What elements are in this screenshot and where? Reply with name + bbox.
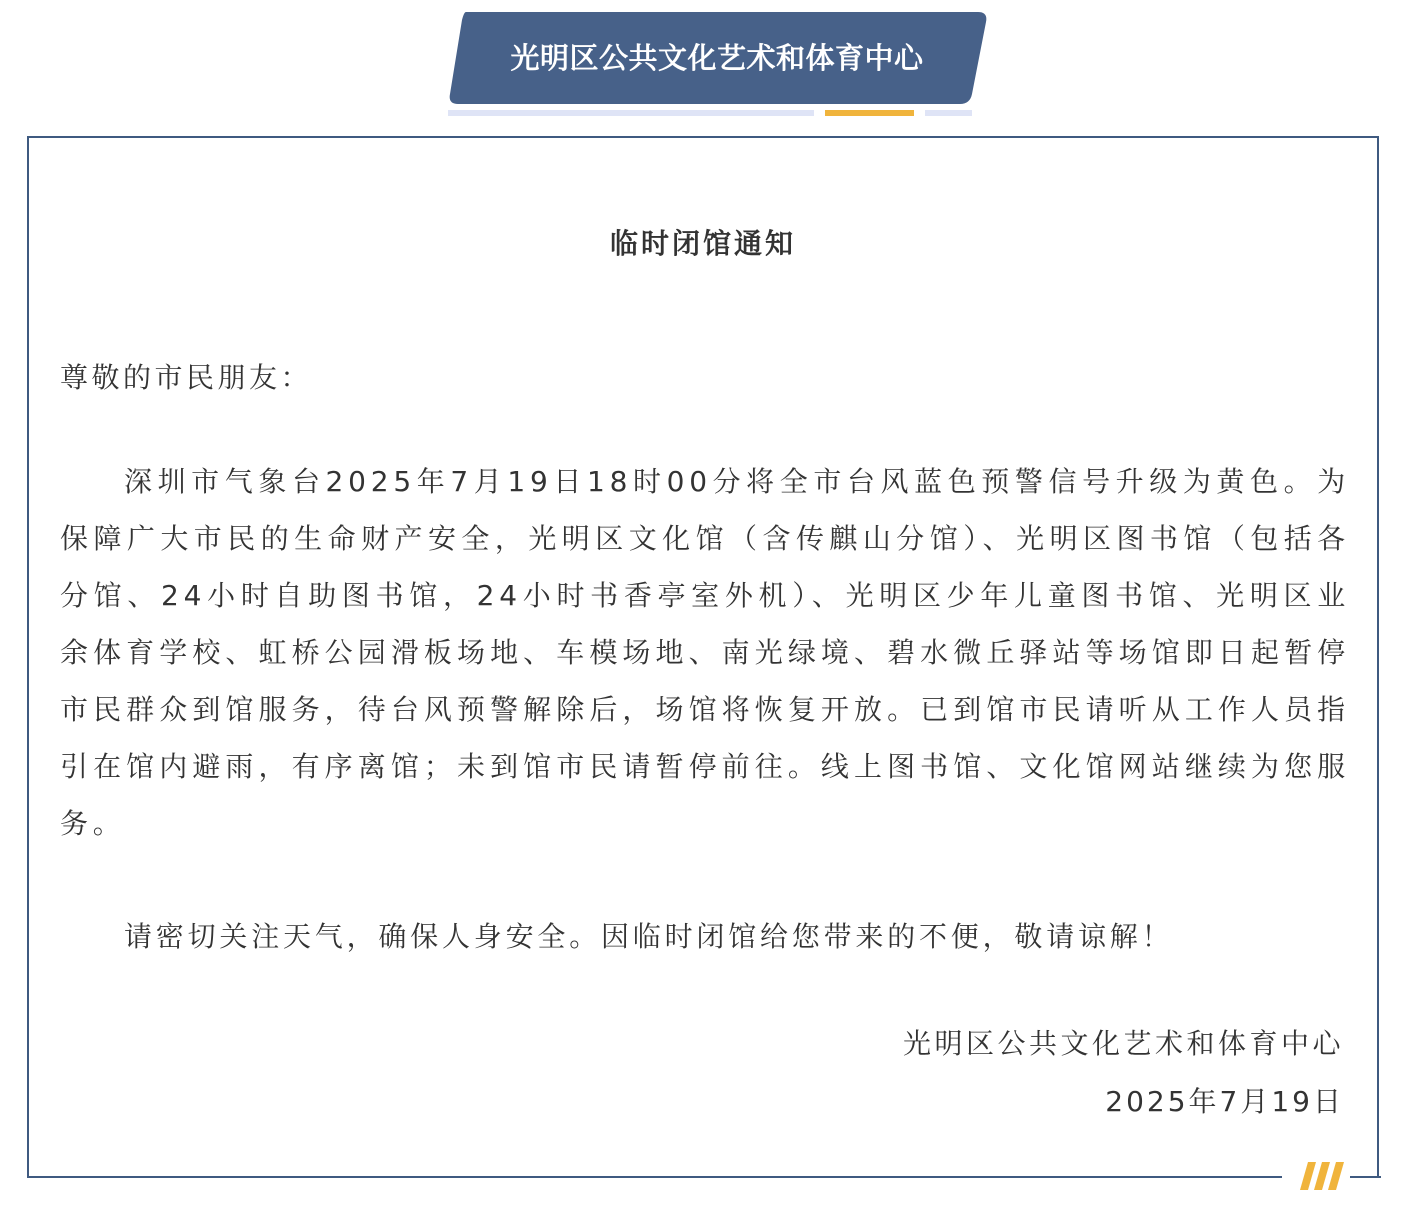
- banner-underline-right: [925, 110, 972, 116]
- header-banner: [448, 12, 988, 118]
- banner-shape: [448, 12, 988, 104]
- triple-slash-icon: [1290, 1158, 1346, 1194]
- banner-underline-left: [448, 110, 814, 116]
- notice-paragraph-1: 深圳市气象台2025年7月19日18时00分将全市台风蓝色预警信号升级为黄色。为保障广大市民的生命财产安全，光明区文化馆（含传麒山分馆）、光明区图书馆（包括各分馆、24小时自助图书馆，24小时书香亭室外机）、光明区少年儿童图书馆、光明区业余体育学校、虹桥公园滑板场地、车模场地、南光绿境、碧水微丘驿站等场馆即日起暂停市民群众到馆服务，待台风预警解除后，场馆将恢复开放。已到馆市民请听从工作人员指引在馆内避雨，有序离馆；未到馆市民请暂停前往。线上图书馆、文化馆网站继续为您服务。: [60, 465, 1350, 840]
- banner-underline-accent: [825, 110, 914, 116]
- frame-bottom-line-right: [1350, 1176, 1381, 1178]
- notice-paragraph-2: 请密切关注天气，确保人身安全。因临时闭馆给您带来的不便，敬请谅解！: [124, 920, 1174, 953]
- signature-organization: 光明区公共文化艺术和体育中心: [902, 1027, 1344, 1060]
- frame-bottom-line-left: [27, 1176, 1282, 1178]
- signature-date: 2025年7月19日: [1105, 1085, 1344, 1118]
- notice-greeting: 尊敬的市民朋友：: [60, 361, 313, 394]
- banner-title: 光明区公共文化艺术和体育中心: [510, 41, 924, 75]
- notice-title: 临时闭馆通知: [609, 227, 796, 260]
